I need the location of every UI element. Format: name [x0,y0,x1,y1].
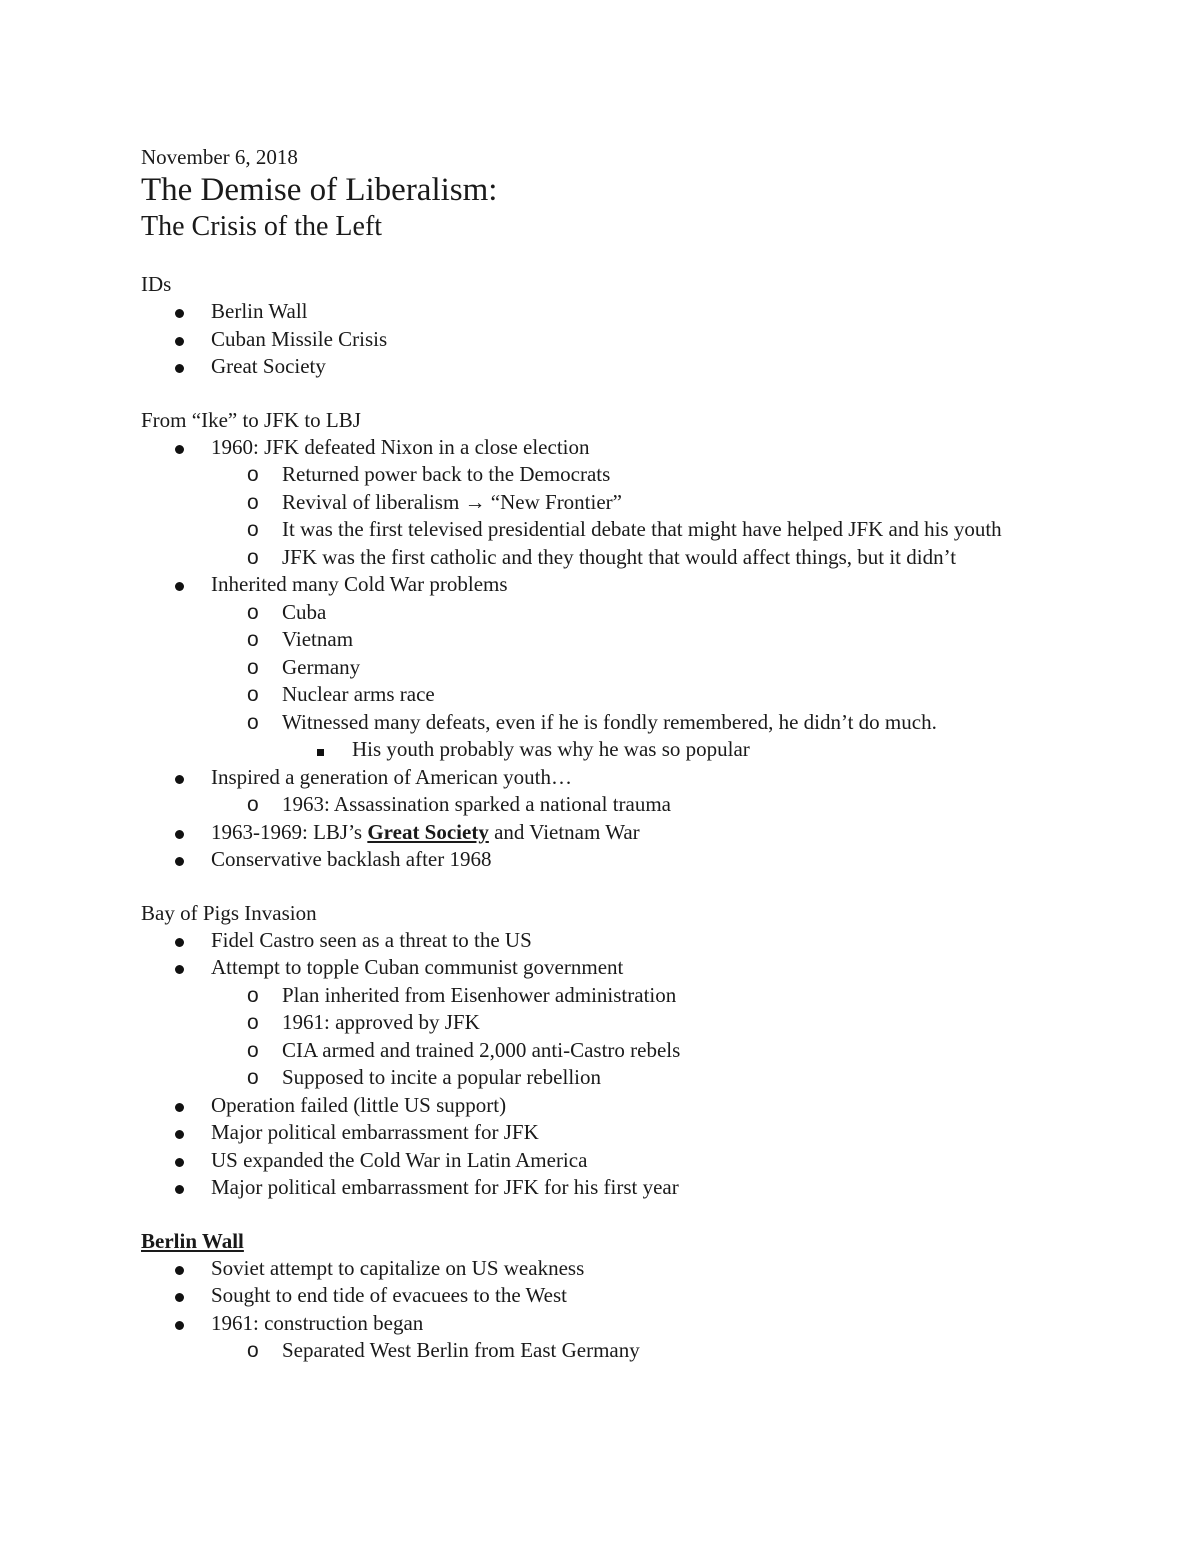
bullet-icon [175,1147,184,1175]
circle-bullet-icon: o [247,1066,259,1089]
circle-bullet-icon: o [247,793,259,816]
sub-list-item: o Revival of liberalism → “New Frontier” [141,489,1060,517]
sub-list-item: o Plan inherited from Eisenhower administration [141,982,1060,1010]
date: November 6, 2018 [141,145,298,169]
bullet-icon [175,764,184,792]
list-item: Inherited many Cold War problems [141,571,1060,599]
bullet-icon [175,1174,184,1202]
circle-bullet-icon: o [247,545,259,569]
bullet-icon [175,954,184,982]
sub-list-item: o 1961: approved by JFK [141,1009,1060,1037]
circle-bullet-icon: o [247,463,259,486]
bullet-icon [175,353,184,381]
circle-bullet-icon: o [247,518,259,541]
sub-list-item: o Witnessed many defeats, even if he is fondly remembered, he didn’t do much. [141,709,1060,737]
list-item: 1960: JFK defeated Nixon in a close election [141,434,1060,462]
section-heading: From “Ike” to JFK to LBJ [141,407,361,432]
bullet-icon [175,298,184,326]
bullet-icon [175,1282,184,1310]
bullet-icon [175,927,184,955]
list-item: Inspired a generation of American youth… [141,764,1060,792]
list-item: Fidel Castro seen as a threat to the US [141,927,1060,955]
circle-bullet-icon: o [247,490,259,514]
section-berlin-wall [141,1228,1060,1365]
sub-list-item: o Germany [141,654,1060,682]
sub-sub-list-item: His youth probably was why he was so popular [141,736,1060,764]
list-item: Berlin Wall [141,298,1060,326]
section-heading: IDs [141,272,172,296]
sub-list-item: o 1963: Assassination sparked a national trauma [141,791,1060,819]
bullet-icon [175,819,184,847]
circle-bullet-icon: o [247,1038,259,1062]
section-heading: Berlin Wall [141,1228,244,1253]
bullet-list [141,927,1060,1202]
page-title: The Demise of Liberalism: [141,172,498,208]
page-subtitle: The Crisis of the Left [141,211,383,242]
bullet-icon [175,1310,184,1338]
bullet-icon [175,1255,184,1283]
bullet-icon [175,1092,184,1120]
circle-bullet-icon: o [247,628,259,651]
circle-bullet-icon: o [247,710,259,734]
list-item: Attempt to topple Cuban communist government [141,954,1060,982]
sub-list-item: o Nuclear arms race [141,681,1060,709]
list-item: Cuban Missile Crisis [141,326,1060,354]
bullet-list [141,1255,1060,1365]
circle-bullet-icon: o [247,655,259,679]
sub-list-item: o Vietnam [141,626,1060,654]
list-item: Sought to end tide of evacuees to the West [141,1282,1060,1310]
section-heading: Bay of Pigs Invasion [141,900,317,925]
circle-bullet-icon: o [247,600,259,624]
bullet-icon [175,571,184,599]
list-item: Soviet attempt to capitalize on US weakness [141,1255,1060,1283]
circle-bullet-icon: o [247,1011,259,1034]
list-item: Great Society [141,353,1060,381]
sub-list-item: o Cuba [141,599,1060,627]
list-item: Operation failed (little US support) [141,1092,1060,1120]
section-ike-jfk-lbj [141,407,1060,874]
sub-list-item: o It was the first televised presidential debate that might have helped JFK and his youth [141,516,1060,544]
sub-list-item: o Supposed to incite a popular rebellion [141,1064,1060,1092]
circle-bullet-icon: o [247,1339,259,1362]
emphasized-term: Great Society [367,819,489,844]
section-ids [141,271,1060,381]
sub-list-item: o Returned power back to the Democrats [141,461,1060,489]
list-item: US expanded the Cold War in Latin America [141,1147,1060,1175]
list-item: 1963-1969: LBJ’s Great Society and Vietnam War [141,819,1060,847]
bullet-icon [175,846,184,874]
square-bullet-icon [317,736,324,764]
bullet-icon [175,434,184,462]
bullet-list [141,434,1060,874]
circle-bullet-icon: o [247,683,259,706]
list-item: Major political embarrassment for JFK [141,1119,1060,1147]
sub-list-item: o Separated West Berlin from East Germany [141,1337,1060,1365]
sub-list-item: o CIA armed and trained 2,000 anti-Castro rebels [141,1037,1060,1065]
list-item: Major political embarrassment for JFK for his first year [141,1174,1060,1202]
bullet-icon [175,1119,184,1147]
bullet-icon [175,326,184,354]
circle-bullet-icon: o [247,983,259,1007]
sub-list-item: o JFK was the first catholic and they thought that would affect things, but it didn’t [141,544,1060,572]
bullet-list [141,298,1060,381]
list-item: 1961: construction began [141,1310,1060,1338]
list-item: Conservative backlash after 1968 [141,846,1060,874]
section-bay-of-pigs [141,900,1060,1202]
